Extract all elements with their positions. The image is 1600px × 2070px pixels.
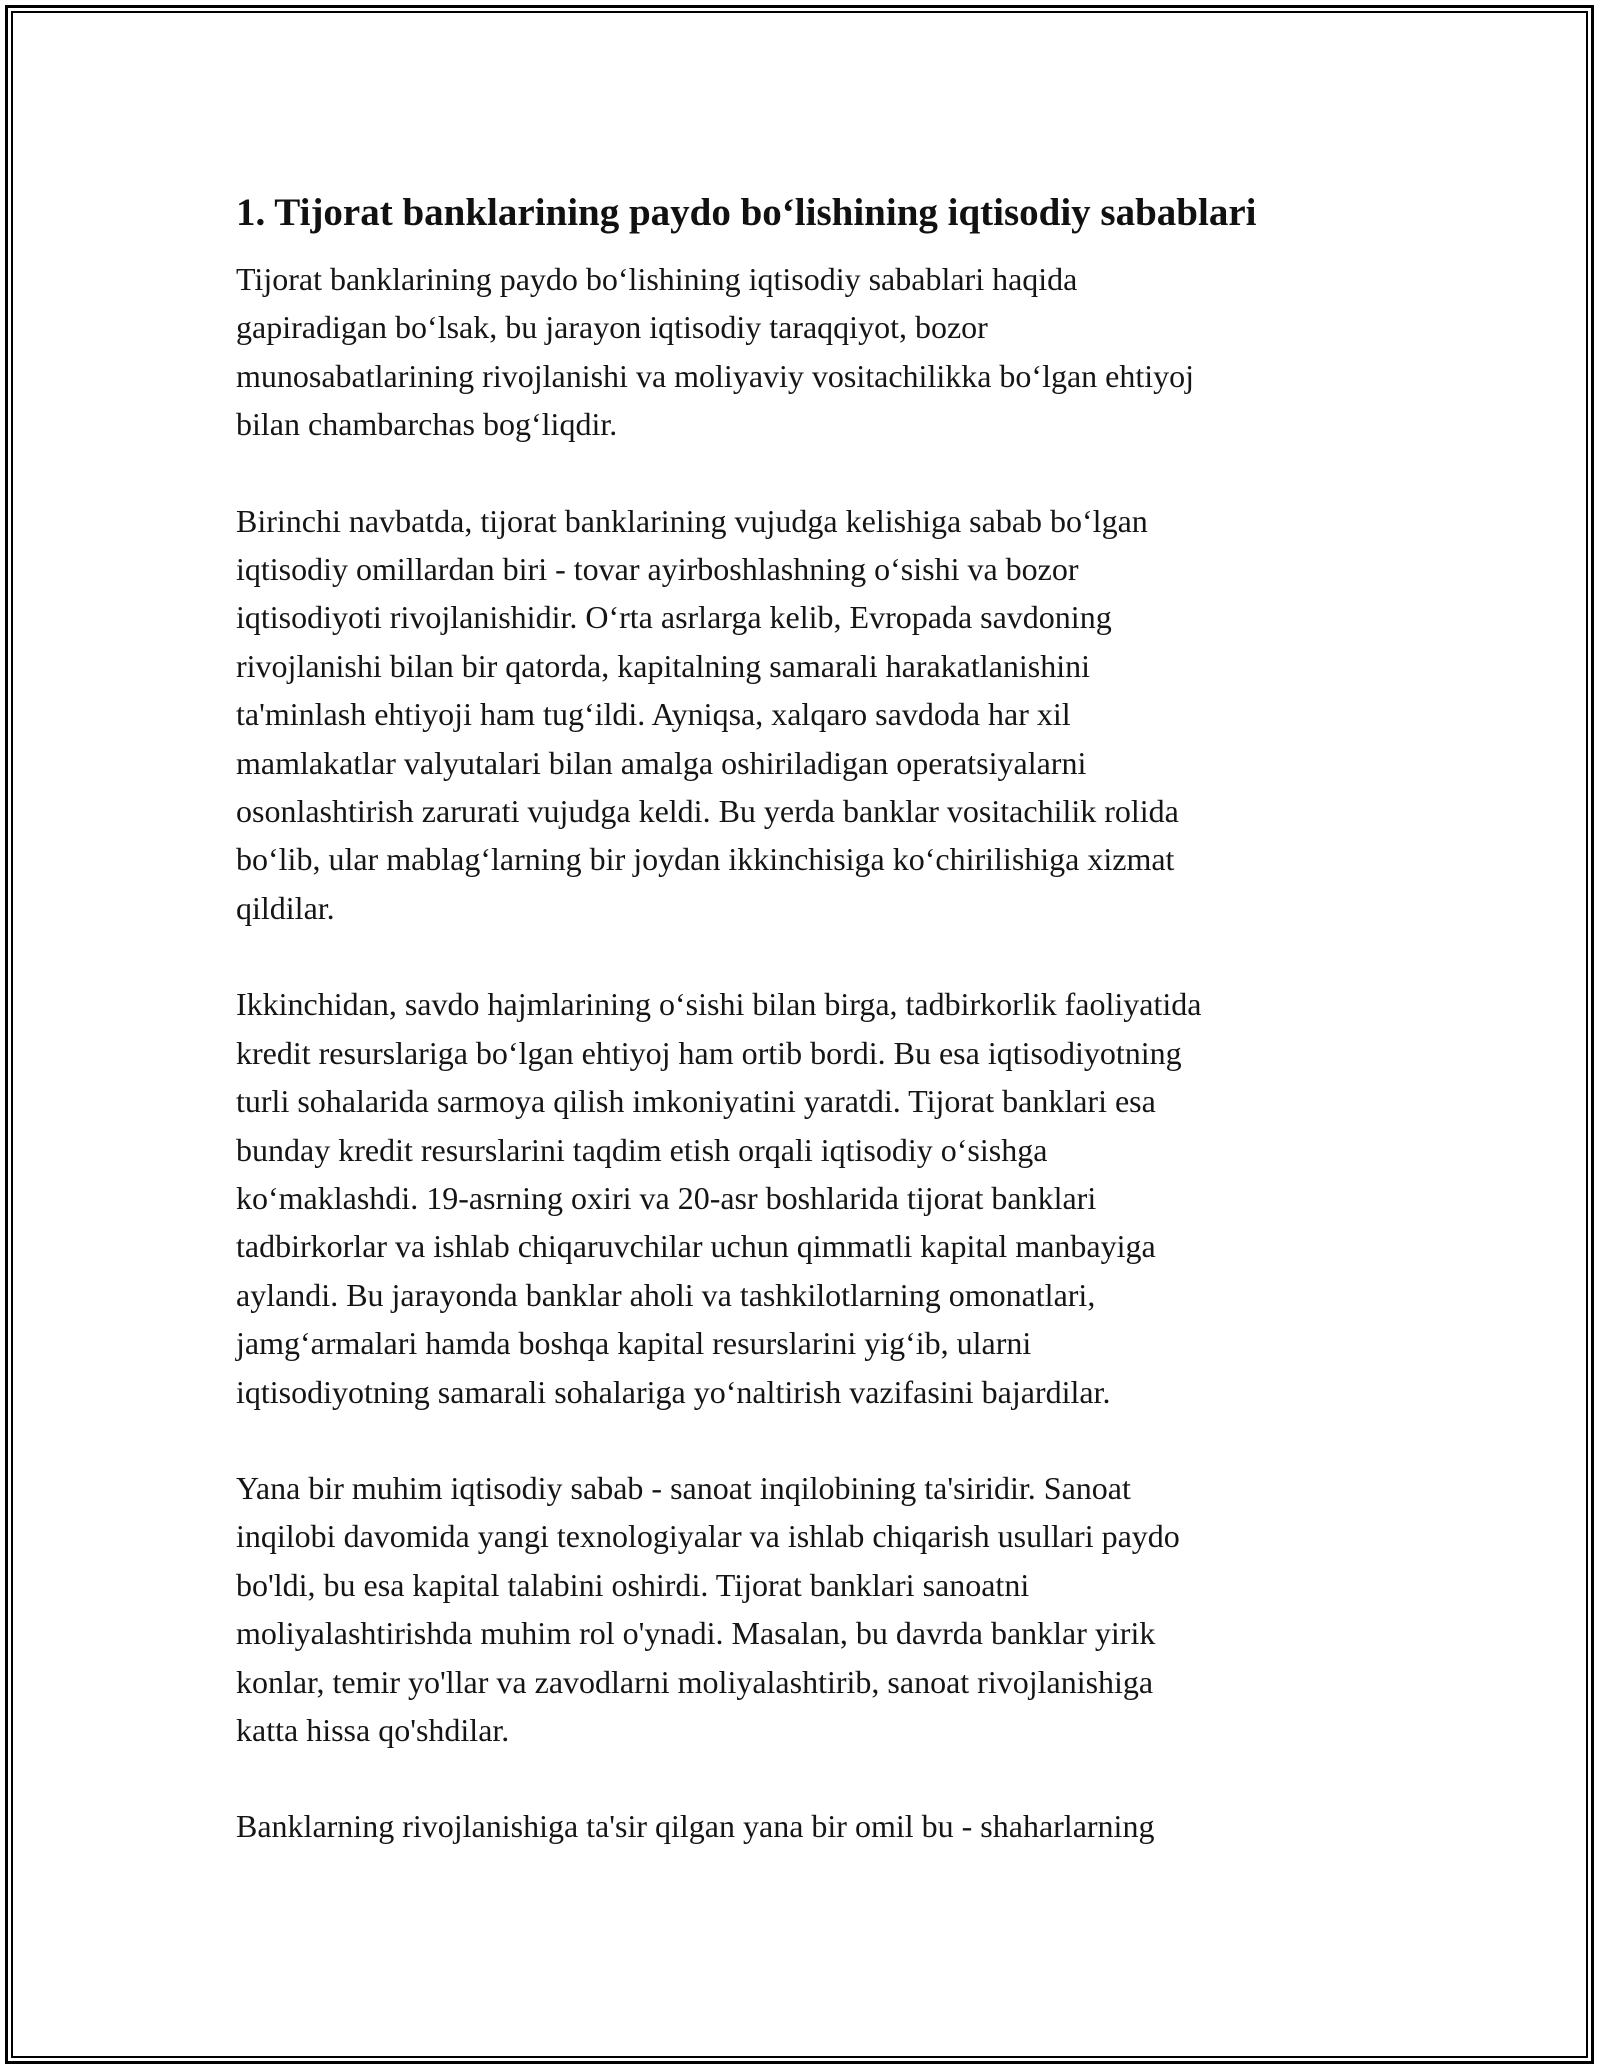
text-line: bunday kredit resurslarini taqdim etish orqali iqtisodiy o‘sishga [236, 1131, 1048, 1168]
text-line: osonlashtirish zarurati vujudga keldi. Bu yerda banklar vositachilik rolida [236, 793, 1179, 830]
text-line: tadbirkorlar va ishlab chiqaruvchilar uchun qimmatli kapital manbayiga [236, 1228, 1156, 1265]
text-line: jamg‘armalari hamda boshqa kapital resurslarini yig‘ib, ularni [236, 1325, 1032, 1362]
text-line: iqtisodiyotning samarali sohalariga yo‘naltirish vazifasini bajardilar. [236, 1373, 1111, 1410]
text-line: katta hissa qo'shdilar. [236, 1711, 510, 1748]
paragraph-3 [236, 980, 1366, 1416]
text-line: mamlakatlar valyutalari bilan amalga oshiriladigan operatsiyalarni [236, 744, 1087, 781]
document-body [236, 185, 1366, 1851]
paragraph-1 [236, 255, 1366, 449]
text-line: Yana bir muhim iqtisodiy sabab - sanoat inqilobining ta'siridir. Sanoat [236, 1469, 1131, 1506]
text-line: Birinchi navbatda, tijorat banklarining vujudga kelishiga sabab bo‘lgan [236, 502, 1148, 539]
text-line: ta'minlash ehtiyoji ham tug‘ildi. Ayniqsa, xalqaro savdoda har xil [236, 696, 1071, 733]
section-heading: 1. Tijorat banklarining paydo bo‘lishining iqtisodiy sabablari [236, 191, 1257, 234]
paragraph-spacer [236, 449, 1366, 497]
paragraph-spacer [236, 1754, 1366, 1802]
text-line: rivojlanishi bilan bir qatorda, kapitalning samarali harakatlanishini [236, 647, 1090, 684]
paragraph-spacer [236, 932, 1366, 980]
paragraph-2 [236, 497, 1366, 933]
paragraph-spacer [236, 1416, 1366, 1464]
text-line: turli sohalarida sarmoya qilish imkoniyatini yaratdi. Tijorat banklari esa [236, 1083, 1156, 1120]
text-line: bo'ldi, bu esa kapital talabini oshirdi. Tijorat banklari sanoatni [236, 1566, 1030, 1603]
paragraph-5 [236, 1802, 1366, 1850]
text-line: ko‘maklashdi. 19-asrning oxiri va 20-asr boshlarida tijorat banklari [236, 1179, 1097, 1216]
text-line: inqilobi davomida yangi texnologiyalar va ishlab chiqarish usullari paydo [236, 1518, 1180, 1555]
heading-spacer [236, 241, 1366, 255]
text-line: kredit resurslariga bo‘lgan ehtiyoj ham ortib bordi. Bu esa iqtisodiyotning [236, 1034, 1182, 1071]
text-line: aylandi. Bu jarayonda banklar aholi va tashkilotlarning omonatlari, [236, 1276, 1096, 1313]
text-line: munosabatlarining rivojlanishi va moliyaviy vositachilikka bo‘lgan ehtiyoj [236, 357, 1195, 394]
text-line: Tijorat banklarining paydo bo‘lishining iqtisodiy sabablari haqida [236, 261, 1078, 297]
text-line: konlar, temir yo'llar va zavodlarni moliyalashtirib, sanoat rivojlanishiga [236, 1663, 1154, 1700]
text-line: moliyalashtirishda muhim rol o'ynadi. Masalan, bu davrda banklar yirik [236, 1615, 1156, 1652]
text-line: Ikkinchidan, savdo hajmlarining o‘sishi bilan birga, tadbirkorlik faoliyatida [236, 986, 1202, 1023]
text-line: bo‘lib, ular mablag‘larning bir joydan ikkinchisiga ko‘chirilishiga xizmat [236, 841, 1175, 878]
text-line: Banklarning rivojlanishiga ta'sir qilgan yana bir omil bu - shaharlarning [236, 1808, 1155, 1845]
text-line: qildilar. [236, 889, 335, 926]
paragraph-4 [236, 1464, 1366, 1754]
text-line: iqtisodiyoti rivojlanishidir. O‘rta asrlarga kelib, Evropada savdoning [236, 599, 1112, 636]
text-line: gapiradigan bo‘lsak, bu jarayon iqtisodiy taraqqiyot, bozor [236, 309, 988, 346]
text-line: bilan chambarchas bog‘liqdir. [236, 406, 618, 443]
text-line: iqtisodiy omillardan biri - tovar ayirboshlashning o‘sishi va bozor [236, 551, 1079, 588]
